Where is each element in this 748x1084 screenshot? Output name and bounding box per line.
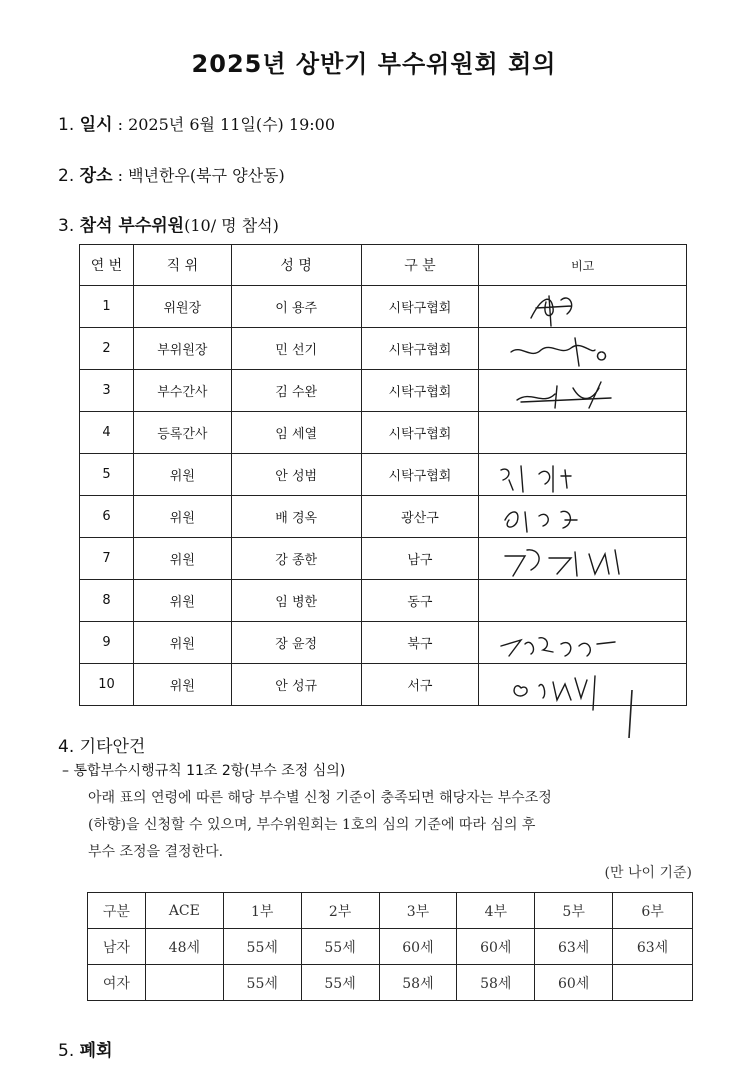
signature-image	[491, 330, 661, 370]
cell-no: 9	[80, 622, 134, 664]
cell-no: 10	[80, 664, 134, 706]
age-row-label: 여자	[88, 965, 146, 1001]
cell-no: 3	[80, 370, 134, 412]
section-close	[58, 1036, 113, 1061]
section-other	[58, 732, 145, 757]
cell-division: 시탁구협회	[361, 370, 479, 412]
age-cell: 58세	[457, 965, 535, 1001]
age-cell: 48세	[145, 929, 223, 965]
section-label: 장소	[79, 166, 113, 186]
table-row	[80, 664, 687, 706]
cell-position: 위원	[133, 496, 231, 538]
cell-position: 위원	[133, 538, 231, 580]
cell-position: 부위원장	[133, 328, 231, 370]
cell-name: 안 성범	[231, 454, 361, 496]
cell-division: 광산구	[361, 496, 479, 538]
section-label: 일시	[79, 115, 113, 135]
table-row	[80, 580, 687, 622]
age-cell: 55세	[301, 929, 379, 965]
age-cell: 63세	[613, 929, 693, 965]
table-row	[80, 370, 687, 412]
cell-no: 4	[80, 412, 134, 454]
cell-name: 임 세열	[231, 412, 361, 454]
cell-no: 1	[80, 286, 134, 328]
cell-no: 8	[80, 580, 134, 622]
cell-remarks	[479, 664, 687, 706]
agenda-text-line: 부수 조정을 결정한다.	[88, 844, 224, 860]
cell-position: 위원	[133, 622, 231, 664]
age-header-cell: 6부	[613, 893, 693, 929]
table-header-row	[88, 893, 693, 929]
cell-name: 안 성규	[231, 664, 361, 706]
cell-position: 위원	[133, 454, 231, 496]
table-row	[88, 929, 693, 965]
cell-name: 강 종한	[231, 538, 361, 580]
cell-position: 위원	[133, 580, 231, 622]
table-row	[80, 454, 687, 496]
cell-position: 부수간사	[133, 370, 231, 412]
section-label: 참석 부수위원	[79, 216, 185, 236]
cell-division: 남구	[361, 538, 479, 580]
age-criteria-table	[87, 892, 693, 1001]
table-row	[80, 286, 687, 328]
table-row	[80, 622, 687, 664]
cell-position: 등록간사	[133, 412, 231, 454]
section-number: 3.	[58, 216, 75, 236]
cell-name: 임 병한	[231, 580, 361, 622]
section-label: 기타안건	[79, 737, 146, 757]
signature-image	[491, 456, 661, 496]
age-header-cell: 2부	[301, 893, 379, 929]
age-cell: 60세	[457, 929, 535, 965]
section-number: 5.	[58, 1041, 75, 1061]
cell-no: 7	[80, 538, 134, 580]
signature-image	[491, 288, 661, 328]
cell-remarks	[479, 328, 687, 370]
section-attendance	[58, 211, 279, 236]
cell-division: 시탁구협회	[361, 328, 479, 370]
cell-division: 시탁구협회	[361, 454, 479, 496]
cell-remarks	[479, 580, 687, 622]
cell-no: 6	[80, 496, 134, 538]
age-cell: 55세	[301, 965, 379, 1001]
section-date	[58, 110, 335, 135]
agenda-item: – 통합부수시행규칙 11조 2항(부수 조정 심의)	[62, 763, 346, 779]
age-cell: 60세	[535, 965, 613, 1001]
table-row	[80, 412, 687, 454]
age-header-cell: 구분	[88, 893, 146, 929]
table-header-row	[80, 245, 687, 286]
section-separator: :	[112, 166, 129, 185]
age-header-cell: 1부	[223, 893, 301, 929]
age-cell: 63세	[535, 929, 613, 965]
age-header-cell: 5부	[535, 893, 613, 929]
cell-remarks	[479, 370, 687, 412]
header-position: 직 위	[133, 245, 231, 286]
age-row-label: 남자	[88, 929, 146, 965]
header-division: 구 분	[361, 245, 479, 286]
table-row	[80, 496, 687, 538]
age-cell: 60세	[379, 929, 457, 965]
cell-position: 위원장	[133, 286, 231, 328]
age-cell	[613, 965, 693, 1001]
cell-name: 이 용주	[231, 286, 361, 328]
section-label: 폐회	[79, 1041, 113, 1061]
cell-remarks	[479, 454, 687, 496]
cell-no: 5	[80, 454, 134, 496]
cell-division: 북구	[361, 622, 479, 664]
cell-no: 2	[80, 328, 134, 370]
age-cell	[145, 965, 223, 1001]
cell-name: 민 선기	[231, 328, 361, 370]
age-header-cell: ACE	[145, 893, 223, 929]
page-title: 2025년 상반기 부수위원회 회의	[191, 50, 557, 78]
cell-remarks	[479, 412, 687, 454]
signature-image	[491, 372, 661, 412]
age-cell: 55세	[223, 965, 301, 1001]
age-header-cell: 3부	[379, 893, 457, 929]
members-table	[79, 244, 687, 706]
signature-image	[491, 540, 661, 580]
agenda-text-line: (하향)을 신청할 수 있으며, 부수위원회는 1호의 심의 기준에 따라 심의 후	[88, 817, 536, 833]
header-name: 성 명	[231, 245, 361, 286]
signature-image	[491, 624, 661, 664]
age-header-cell: 4부	[457, 893, 535, 929]
cell-name: 김 수완	[231, 370, 361, 412]
cell-division: 시탁구협회	[361, 286, 479, 328]
section-place	[58, 161, 285, 186]
table-row	[80, 328, 687, 370]
agenda-text-line: 아래 표의 연령에 따른 해당 부수별 신청 기준이 충족되면 해당자는 부수조정	[88, 790, 552, 806]
cell-position: 위원	[133, 664, 231, 706]
attendance-count: (10/ 명 참석)	[184, 216, 279, 235]
meeting-place: 백년한우(북구 양산동)	[128, 166, 285, 185]
section-separator: :	[112, 115, 129, 134]
age-cell: 55세	[223, 929, 301, 965]
cell-division: 서구	[361, 664, 479, 706]
table-row	[80, 538, 687, 580]
meeting-date: 2025년 6월 11일(수) 19:00	[128, 115, 335, 134]
pen-stroke-mark	[620, 690, 640, 740]
cell-name: 배 경옥	[231, 496, 361, 538]
signature-image	[491, 498, 661, 538]
cell-remarks	[479, 496, 687, 538]
cell-name: 장 윤정	[231, 622, 361, 664]
cell-remarks	[479, 538, 687, 580]
age-basis-note: (만 나이 기준)	[604, 865, 692, 881]
cell-remarks	[479, 286, 687, 328]
cell-division: 동구	[361, 580, 479, 622]
cell-division: 시탁구협회	[361, 412, 479, 454]
section-number: 2.	[58, 166, 75, 186]
header-remarks: 비고	[479, 245, 687, 286]
table-row	[88, 965, 693, 1001]
age-cell: 58세	[379, 965, 457, 1001]
section-number: 1.	[58, 115, 75, 135]
cell-remarks	[479, 622, 687, 664]
header-no: 연 번	[80, 245, 134, 286]
section-number: 4.	[58, 737, 75, 757]
